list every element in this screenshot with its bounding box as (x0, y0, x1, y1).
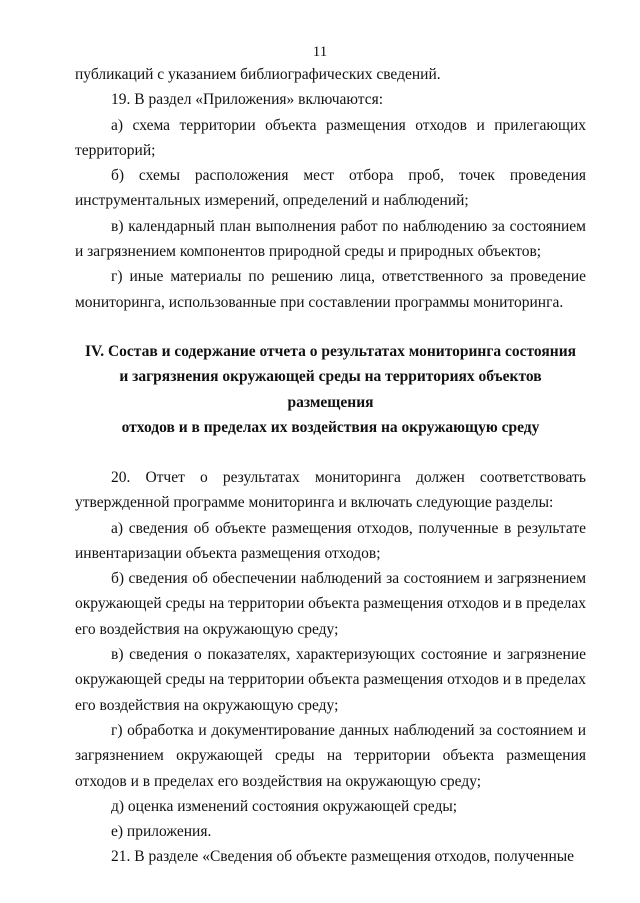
paragraph-item-20f: е) приложения. (111, 823, 212, 841)
paragraph-item-20c: в) сведения о показателях, характеризующих состояние и загрязнение окружающей среды на территории объекта размещения отходов и в пределах его воздействия на окружающую среду; (75, 646, 586, 714)
paragraph-item-20d: г) обработка и документирование данных наблюдений за состоянием и загрязнением окружающей среды на территории объекта размещения отходов и в пределах его воздействия на окружающую среду; (75, 721, 586, 790)
section-heading-line-2: и загрязнения окружающей среды на территориях объектов размещения (119, 368, 542, 411)
paragraph-item-20a: а) сведения об объекте размещения отходов, полученные в результате инвентаризации объекта размещения отходов; (75, 519, 586, 562)
spacer (75, 315, 586, 339)
paragraph-item-19d: г) иные материалы по решению лица, ответственного за проведение мониторинга, использованные при составлении программы мониторинга. (75, 268, 586, 311)
paragraph-item-19c: в) календарный план выполнения работ по наблюдению за состоянием и загрязнением компонентов природной среды и природных объектов; (75, 217, 586, 261)
document-body (75, 62, 586, 870)
paragraph-item-20e: д) оценка изменений состояния окружающей среды; (111, 797, 458, 815)
paragraph-item-21: 21. В разделе «Сведения об объекте размещения отходов, полученные (111, 848, 575, 866)
section-heading-line-3: отходов и в пределах их воздействия на окружающую среду (121, 419, 540, 437)
page-number: 11 (312, 44, 328, 60)
spacer (75, 441, 586, 465)
paragraph-item-19: 19. В раздел «Приложения» включаются: (111, 91, 384, 109)
paragraph-item-20: 20. Отчет о результатах мониторинга должен соответствовать утвержденной программе мониторинга и включать следующие разделы: (75, 468, 586, 512)
paragraph-item-20b: б) сведения об обеспечении наблюдений за состоянием и загрязнением окружающей среды на территории объекта размещения отходов и в пределах его воздействия на окружающую среду; (75, 570, 586, 638)
paragraph-item-19a: а) схема территории объекта размещения отходов и прилегающих территорий; (75, 116, 586, 159)
paragraph-item-19b: б) схемы расположения мест отбора проб, точек проведения инструментальных измерений, определений и наблюдений; (75, 167, 586, 210)
section-heading-line-1: IV. Состав и содержание отчета о результатах мониторинга состояния (84, 342, 577, 360)
paragraph-continuation: публикаций с указанием библиографических сведений. (75, 66, 441, 83)
